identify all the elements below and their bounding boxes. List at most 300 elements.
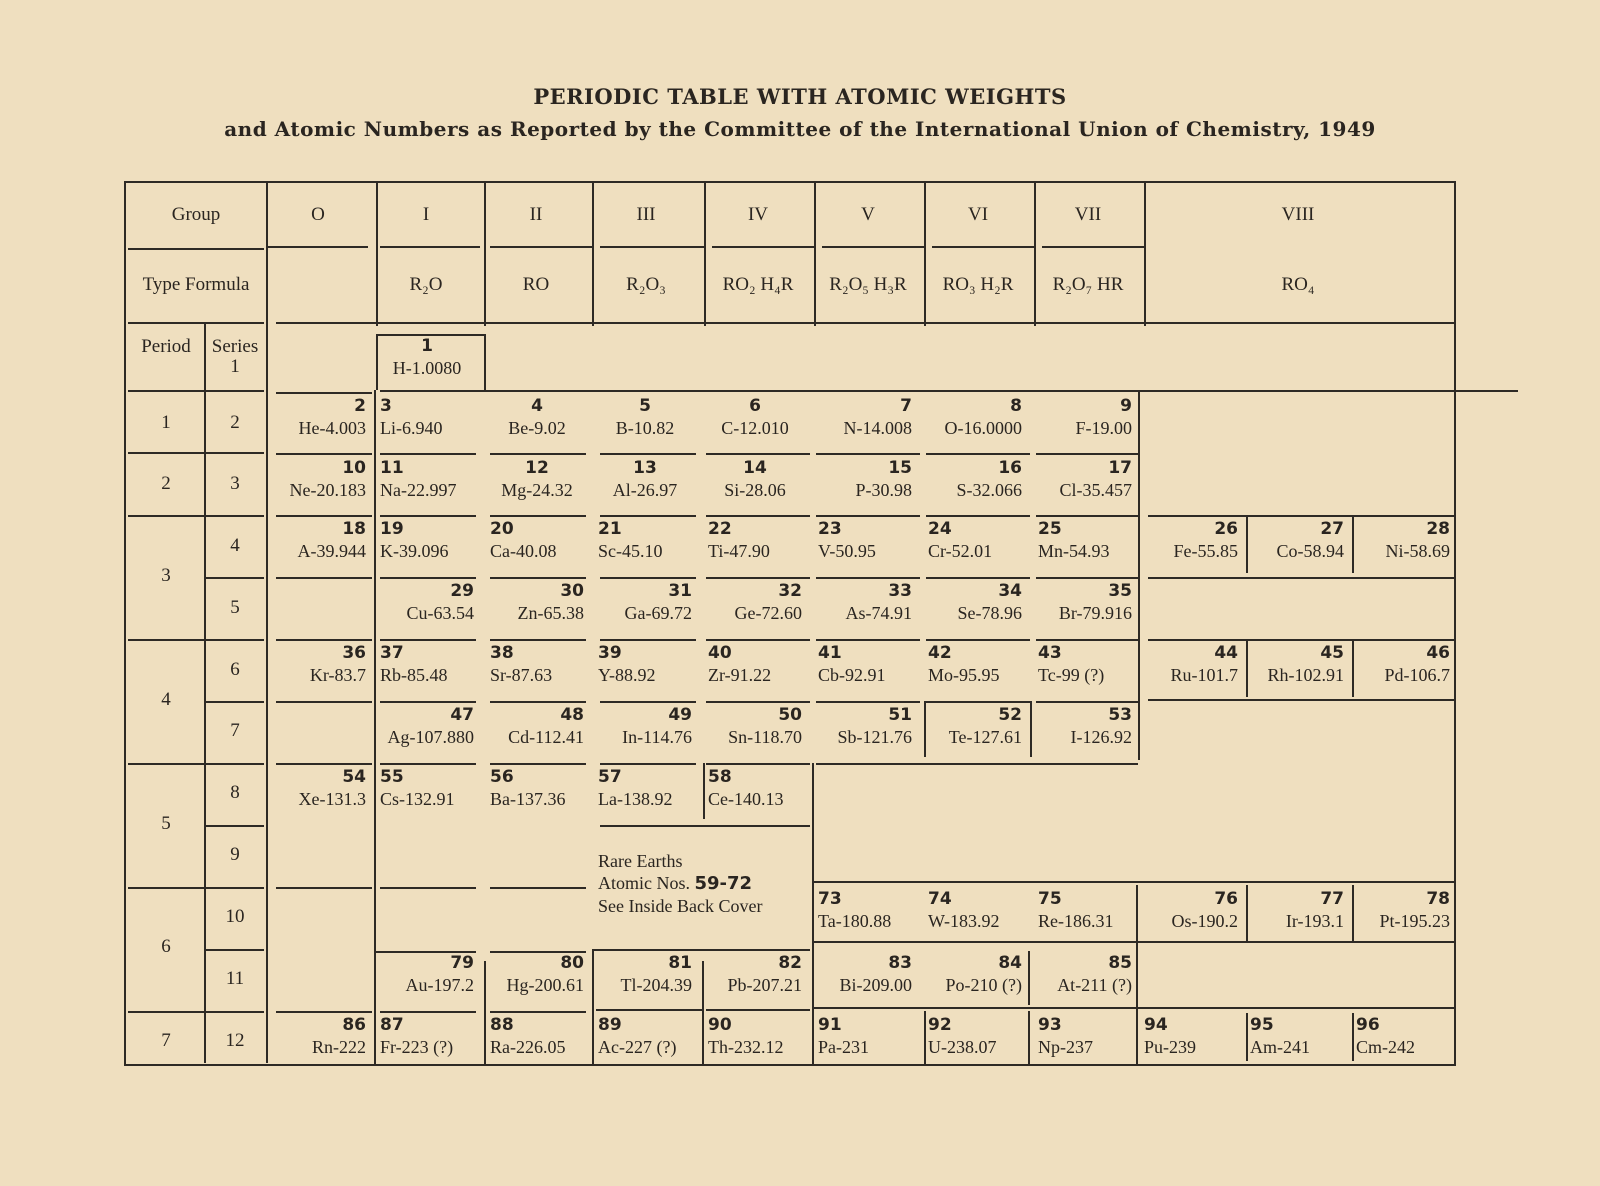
atomic-number: 89 — [598, 1015, 622, 1035]
series-10: 10 — [225, 906, 245, 927]
atomic-weight: Zn-65.38 — [517, 603, 584, 623]
rule-line — [206, 1011, 264, 1013]
atomic-weight: Se-78.96 — [957, 603, 1022, 623]
element-cell-22 — [702, 517, 808, 575]
element-cell-81 — [592, 951, 698, 1009]
atomic-weight: Tc-99 (?) — [1038, 665, 1105, 685]
rare-earths-line3: See Inside Back Cover — [598, 896, 763, 916]
atomic-number: 28 — [1426, 519, 1450, 539]
element-cell-45 — [1244, 641, 1350, 699]
rule-line — [206, 515, 264, 517]
rule-line — [276, 453, 372, 455]
group-header-6: VI — [967, 204, 989, 225]
period-7: 7 — [161, 1030, 171, 1051]
atomic-number: 39 — [598, 643, 622, 663]
atomic-weight: Al-26.97 — [612, 480, 678, 500]
atomic-number: 1 — [421, 336, 433, 356]
element-cell-17 — [1032, 456, 1138, 514]
atomic-number: 46 — [1426, 643, 1450, 663]
group-header-8: VIII — [1281, 204, 1315, 225]
formula-2: RO — [522, 274, 550, 295]
formula-6: RO₃ H₂R — [942, 274, 1014, 295]
rule-line — [206, 887, 264, 889]
rule-line — [816, 763, 1138, 765]
element-cell-54 — [266, 765, 372, 823]
atomic-weight: Th-232.12 — [708, 1037, 784, 1057]
atomic-weight: Na-22.997 — [380, 480, 457, 500]
atomic-number: 11 — [380, 458, 404, 478]
atomic-weight: La-138.92 — [598, 789, 673, 809]
group-header-0: O — [311, 204, 325, 225]
atomic-weight: Sn-118.70 — [728, 727, 802, 747]
atomic-number: 43 — [1038, 643, 1062, 663]
atomic-weight: Pb-207.21 — [727, 975, 802, 995]
atomic-weight: C-12.010 — [721, 418, 789, 438]
atomic-weight: Rh-102.91 — [1267, 665, 1344, 685]
atomic-number: 40 — [708, 643, 732, 663]
element-cell-50 — [702, 703, 808, 761]
atomic-number: 91 — [818, 1015, 842, 1035]
rule-line — [380, 453, 476, 455]
element-cell-27 — [1244, 517, 1350, 575]
rule-line — [128, 390, 204, 392]
atomic-weight: Ni-58.69 — [1385, 541, 1450, 561]
formula-5: R₂O₅ H₃R — [829, 274, 907, 295]
atomic-number: 93 — [1038, 1015, 1062, 1035]
element-cell-39 — [592, 641, 698, 699]
atomic-weight: Po-210 (?) — [945, 975, 1022, 995]
atomic-number: 49 — [668, 705, 692, 725]
element-cell-40 — [702, 641, 808, 699]
element-cell-21 — [592, 517, 698, 575]
atomic-weight: In-114.76 — [622, 727, 692, 747]
atomic-weight: Zr-91.22 — [708, 665, 772, 685]
rule-line — [1028, 951, 1030, 1005]
atomic-weight: H-1.0080 — [392, 358, 462, 378]
element-cell-52 — [922, 703, 1028, 761]
atomic-weight: U-238.07 — [928, 1037, 997, 1057]
rule-line — [128, 515, 204, 517]
atomic-number: 18 — [342, 519, 366, 539]
rule-line — [484, 334, 486, 390]
atomic-weight: Ir-193.1 — [1285, 911, 1344, 931]
element-cell-38 — [484, 641, 590, 699]
atomic-weight: Sb-121.76 — [837, 727, 912, 747]
atomic-number: 30 — [560, 581, 584, 601]
atomic-number: 5 — [639, 396, 651, 416]
element-cell-14 — [702, 456, 808, 514]
element-cell-90 — [702, 1013, 808, 1071]
element-cell-91 — [812, 1013, 918, 1071]
rare-earths-line2 — [598, 872, 762, 895]
element-cell-25 — [1032, 517, 1138, 575]
rule-line — [1144, 181, 1146, 326]
rule-line — [376, 181, 378, 326]
element-cell-23 — [812, 517, 918, 575]
atomic-number: 84 — [998, 953, 1022, 973]
atomic-number: 36 — [342, 643, 366, 663]
atomic-weight: Cd-112.41 — [508, 727, 584, 747]
type-formula-label: Type Formula — [142, 274, 250, 295]
atomic-number: 82 — [778, 953, 802, 973]
atomic-weight: Ge-72.60 — [734, 603, 802, 623]
rule-line — [206, 825, 264, 827]
element-cell-35 — [1032, 579, 1138, 637]
atomic-weight: Sr-87.63 — [490, 665, 553, 685]
atomic-number: 47 — [450, 705, 474, 725]
element-cell-11 — [374, 456, 480, 514]
element-cell-34 — [922, 579, 1028, 637]
period-1: 1 — [161, 412, 171, 433]
element-cell-53 — [1032, 703, 1138, 761]
atomic-number: 58 — [708, 767, 732, 787]
atomic-number: 34 — [998, 581, 1022, 601]
atomic-number: 25 — [1038, 519, 1062, 539]
atomic-weight: F-19.00 — [1075, 418, 1132, 438]
element-cell-57 — [592, 765, 698, 823]
rule-line — [276, 887, 372, 889]
period-6: 6 — [161, 936, 171, 957]
element-cell-82 — [702, 951, 808, 1009]
atomic-number: 85 — [1108, 953, 1132, 973]
rule-line — [128, 1011, 204, 1013]
series-label: Series — [211, 336, 259, 357]
element-cell-43 — [1032, 641, 1138, 699]
element-cell-49 — [592, 703, 698, 761]
atomic-weight: I-126.92 — [1070, 727, 1132, 747]
element-cell-96 — [1350, 1013, 1456, 1071]
group-header-4: IV — [747, 204, 769, 225]
atomic-weight: P-30.98 — [855, 480, 912, 500]
atomic-weight: O-16.0000 — [944, 418, 1022, 438]
element-cell-36 — [266, 641, 372, 699]
rare-earths-range: 59-72 — [694, 873, 753, 894]
atomic-number: 33 — [888, 581, 912, 601]
series-9: 9 — [230, 844, 240, 865]
rule-line — [490, 887, 586, 889]
element-cell-13 — [592, 456, 698, 514]
rule-line — [206, 452, 264, 454]
element-cell-2 — [266, 394, 372, 452]
atomic-weight: Cr-52.01 — [928, 541, 993, 561]
atomic-number: 8 — [1010, 396, 1022, 416]
atomic-number: 29 — [450, 581, 474, 601]
atomic-number: 24 — [928, 519, 952, 539]
atomic-number: 23 — [818, 519, 842, 539]
rule-line — [490, 246, 594, 248]
series-5: 5 — [230, 597, 240, 618]
atomic-number: 14 — [743, 458, 767, 478]
rule-line — [128, 639, 204, 641]
rule-line — [600, 825, 810, 827]
atomic-weight: Pt-195.23 — [1379, 911, 1450, 931]
series-6: 6 — [230, 659, 240, 680]
atomic-weight: At-211 (?) — [1057, 975, 1132, 995]
atomic-number: 6 — [749, 396, 761, 416]
atomic-number: 94 — [1144, 1015, 1168, 1035]
element-cell-74 — [922, 887, 1028, 945]
atomic-weight: Ag-107.880 — [387, 727, 474, 747]
atomic-number: 86 — [342, 1015, 366, 1035]
atomic-number: 90 — [708, 1015, 732, 1035]
atomic-weight: Ga-69.72 — [624, 603, 692, 623]
atomic-weight: Pu-239 — [1144, 1037, 1197, 1057]
element-cell-83 — [812, 951, 918, 1009]
rule-line — [1138, 390, 1140, 760]
atomic-number: 48 — [560, 705, 584, 725]
element-cell-24 — [922, 517, 1028, 575]
formula-3: R₂O₃ — [626, 274, 666, 295]
period-5: 5 — [161, 813, 171, 834]
rule-line — [704, 181, 706, 326]
atomic-number: 80 — [560, 953, 584, 973]
element-cell-80 — [484, 951, 590, 1009]
atomic-weight: Si-28.06 — [724, 480, 786, 500]
page-title: PERIODIC TABLE WITH ATOMIC WEIGHTS — [533, 84, 1067, 109]
element-cell-37 — [374, 641, 480, 699]
series-8: 8 — [230, 782, 240, 803]
atomic-weight: He-4.003 — [298, 418, 366, 438]
element-cell-42 — [922, 641, 1028, 699]
element-cell-76 — [1138, 887, 1244, 945]
atomic-weight: Re-186.31 — [1038, 911, 1114, 931]
series-12: 12 — [225, 1030, 245, 1051]
atomic-weight: Rn-222 — [312, 1037, 366, 1057]
atomic-weight: Bi-209.00 — [839, 975, 912, 995]
rule-line — [816, 453, 920, 455]
atomic-number: 4 — [531, 396, 543, 416]
atomic-weight: Rb-85.48 — [380, 665, 448, 685]
element-cell-87 — [374, 1013, 480, 1071]
atomic-number: 22 — [708, 519, 732, 539]
element-cell-79 — [374, 951, 480, 1009]
atomic-number: 45 — [1320, 643, 1344, 663]
atomic-weight: Xe-131.3 — [298, 789, 366, 809]
atomic-number: 74 — [928, 889, 952, 909]
atomic-number: 53 — [1108, 705, 1132, 725]
rule-line — [380, 246, 480, 248]
rule-line — [712, 246, 814, 248]
atomic-weight: W-183.92 — [928, 911, 1000, 931]
atomic-weight: S-32.066 — [956, 480, 1022, 500]
rule-line — [128, 763, 204, 765]
atomic-weight: Cl-35.457 — [1059, 480, 1132, 500]
atomic-weight: Ce-140.13 — [708, 789, 784, 809]
element-cell-93 — [1032, 1013, 1138, 1071]
atomic-number: 96 — [1356, 1015, 1380, 1035]
atomic-weight: Au-197.2 — [405, 975, 474, 995]
atomic-weight: Fr-223 (?) — [380, 1037, 454, 1057]
atomic-number: 19 — [380, 519, 404, 539]
atomic-number: 37 — [380, 643, 404, 663]
atomic-number: 83 — [888, 953, 912, 973]
atomic-weight: Sc-45.10 — [598, 541, 663, 561]
atomic-weight: Cs-132.91 — [380, 789, 455, 809]
rule-line — [490, 453, 586, 455]
rule-line — [206, 949, 264, 951]
element-cell-88 — [484, 1013, 590, 1071]
atomic-weight: Fe-55.85 — [1173, 541, 1238, 561]
atomic-number: 79 — [450, 953, 474, 973]
element-cell-95 — [1244, 1013, 1350, 1071]
rule-line — [592, 181, 594, 326]
atomic-number: 2 — [354, 396, 366, 416]
atomic-number: 50 — [778, 705, 802, 725]
period-label: Period — [141, 336, 191, 357]
atomic-weight: B-10.82 — [615, 418, 675, 438]
rule-line — [206, 701, 264, 703]
atomic-number: 17 — [1108, 458, 1132, 478]
rule-line — [822, 246, 924, 248]
element-cell-78 — [1350, 887, 1456, 945]
atomic-weight: Os-190.2 — [1171, 911, 1238, 931]
rule-line — [268, 246, 368, 248]
element-cell-26 — [1138, 517, 1244, 575]
element-cell-30 — [484, 579, 590, 637]
atomic-weight: As-74.91 — [845, 603, 912, 623]
series-7: 7 — [230, 720, 240, 741]
atomic-weight: Ca-40.08 — [490, 541, 557, 561]
atomic-weight: Mg-24.32 — [501, 480, 573, 500]
atomic-weight: Mn-54.93 — [1038, 541, 1110, 561]
element-cell-32 — [702, 579, 808, 637]
element-cell-77 — [1244, 887, 1350, 945]
element-cell-41 — [812, 641, 918, 699]
atomic-weight: Br-79.916 — [1058, 603, 1132, 623]
rule-line — [206, 639, 264, 641]
rare-earths-prefix: Atomic Nos. — [598, 873, 690, 893]
rule-line — [814, 881, 1454, 883]
series-first: 1 — [230, 356, 240, 377]
element-cell-86 — [266, 1013, 372, 1071]
atomic-weight: Pa-231 — [818, 1037, 869, 1057]
group-header-3: III — [636, 204, 656, 225]
atomic-weight: Co-58.94 — [1276, 541, 1344, 561]
atomic-number: 51 — [888, 705, 912, 725]
atomic-number: 92 — [928, 1015, 952, 1035]
atomic-weight: Ne-20.183 — [289, 480, 366, 500]
series-4: 4 — [230, 535, 240, 556]
atomic-weight: Ra-226.05 — [490, 1037, 566, 1057]
atomic-weight: A-39.944 — [297, 541, 366, 561]
atomic-number: 20 — [490, 519, 514, 539]
element-cell-3 — [374, 394, 480, 452]
atomic-weight: Hg-200.61 — [506, 975, 584, 995]
element-cell-56 — [484, 765, 590, 823]
element-cell-55 — [374, 765, 480, 823]
rule-line — [380, 390, 1518, 392]
element-cell-51 — [812, 703, 918, 761]
atomic-number: 41 — [818, 643, 842, 663]
rule-line — [706, 1009, 810, 1011]
atomic-weight: Ta-180.88 — [818, 911, 892, 931]
rule-line — [266, 181, 268, 1063]
atomic-weight: K-39.096 — [380, 541, 449, 561]
element-cell-15 — [812, 456, 918, 514]
series-2: 2 — [230, 412, 240, 433]
formula-4: RO₂ H₄R — [722, 274, 794, 295]
atomic-number: 7 — [900, 396, 912, 416]
rare-earths-note — [598, 850, 762, 917]
element-cell-20 — [484, 517, 590, 575]
atomic-weight: Cu-63.54 — [406, 603, 474, 623]
atomic-number: 57 — [598, 767, 622, 787]
atomic-number: 75 — [1038, 889, 1062, 909]
formula-1: R₂O — [409, 274, 443, 295]
atomic-number: 81 — [668, 953, 692, 973]
rule-line — [706, 453, 810, 455]
element-cell-73 — [812, 887, 918, 945]
element-cell-58 — [702, 765, 808, 823]
atomic-number: 15 — [888, 458, 912, 478]
atomic-weight: Kr-83.7 — [309, 665, 366, 685]
element-cell-6 — [702, 394, 808, 452]
group-label: Group — [171, 204, 221, 225]
element-cell-85 — [1032, 951, 1138, 1009]
atomic-number: 35 — [1108, 581, 1132, 601]
element-cell-18 — [266, 517, 372, 575]
element-cell-47 — [374, 703, 480, 761]
element-cell-33 — [812, 579, 918, 637]
page-subtitle: and Atomic Numbers as Reported by the Committee of the International Union of Chemistry, 1949 — [224, 117, 1376, 141]
atomic-number: 10 — [342, 458, 366, 478]
atomic-weight: Mo-95.95 — [928, 665, 1000, 685]
atomic-number: 38 — [490, 643, 514, 663]
atomic-number: 16 — [998, 458, 1022, 478]
element-cell-92 — [922, 1013, 1028, 1071]
element-cell-19 — [374, 517, 480, 575]
atomic-weight: Be-9.02 — [508, 418, 566, 438]
rule-line — [600, 246, 704, 248]
atomic-number: 12 — [525, 458, 549, 478]
rule-line — [206, 390, 264, 392]
rule-line — [276, 701, 372, 703]
element-cell-9 — [1032, 394, 1138, 452]
series-11: 11 — [225, 968, 245, 989]
period-2: 2 — [161, 473, 171, 494]
element-cell-94 — [1138, 1013, 1244, 1071]
rule-line — [206, 577, 264, 579]
element-cell-31 — [592, 579, 698, 637]
atomic-weight: Ba-137.36 — [490, 789, 566, 809]
atomic-weight: N-14.008 — [843, 418, 912, 438]
rule-line — [128, 248, 264, 250]
group-header-5: V — [861, 204, 875, 225]
atomic-number: 78 — [1426, 889, 1450, 909]
atomic-weight: Pd-106.7 — [1384, 665, 1450, 685]
rule-line — [484, 181, 486, 326]
rule-line — [276, 322, 1454, 324]
element-cell-4 — [484, 394, 590, 452]
element-cell-84 — [922, 951, 1028, 1009]
atomic-weight: Te-127.61 — [948, 727, 1022, 747]
rule-line — [1042, 246, 1144, 248]
rule-line — [380, 887, 476, 889]
atomic-weight: Li-6.940 — [380, 418, 443, 438]
atomic-number: 27 — [1320, 519, 1344, 539]
atomic-number: 87 — [380, 1015, 404, 1035]
element-cell-29 — [374, 579, 480, 637]
atomic-number: 77 — [1320, 889, 1344, 909]
atomic-number: 44 — [1214, 643, 1238, 663]
atomic-weight: V-50.95 — [818, 541, 876, 561]
formula-8: RO₄ — [1281, 274, 1315, 295]
rule-line — [596, 1009, 702, 1011]
rule-line — [600, 453, 696, 455]
atomic-number: 9 — [1120, 396, 1132, 416]
rule-line — [932, 246, 1034, 248]
rule-line — [1036, 453, 1138, 455]
